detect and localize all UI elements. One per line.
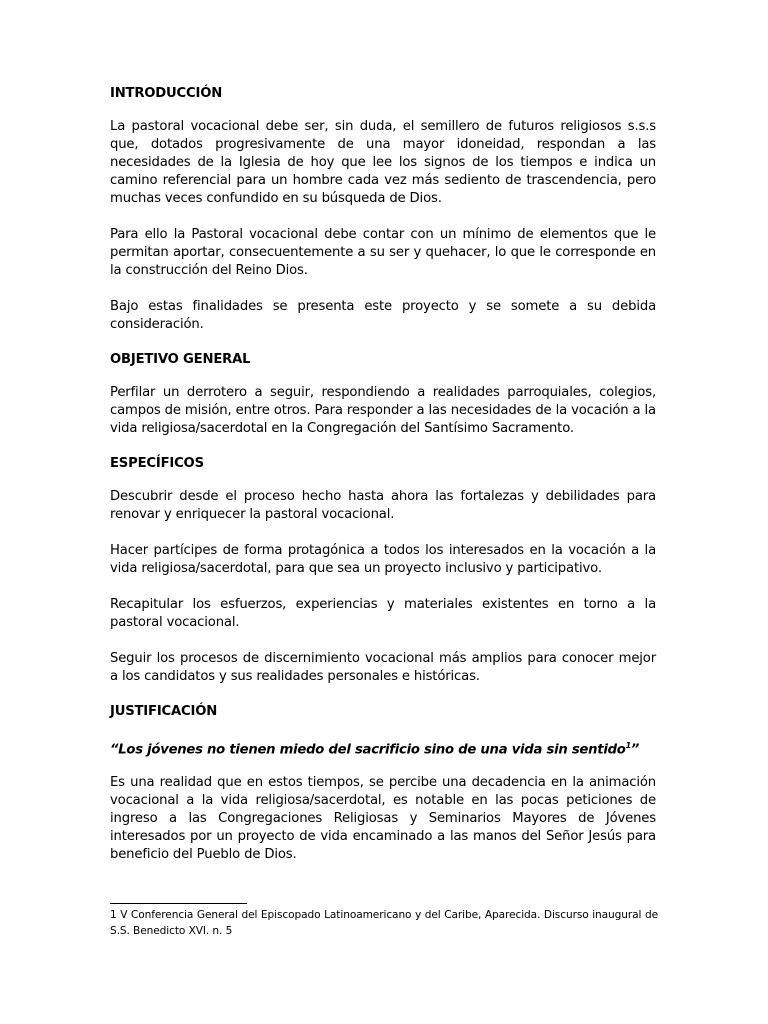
heading-especificos: ESPECÍFICOS — [110, 456, 204, 471]
especifico-item: Seguir los procesos de discernimiento vocacional más amplios para conocer mejor a los candidatos y sus realidades personales e históricas. — [110, 651, 656, 684]
especifico-item: Hacer partícipes de forma protagónica a todos los interesados en la vocación a la vida religiosa/sacerdotal, para que sea un proyecto inclusivo y participativo. — [110, 543, 656, 576]
especifico-item: Recapitular los esfuerzos, experiencias y materiales existentes en torno a la pastoral vocacional. — [110, 597, 656, 630]
intro-paragraph-3: Bajo estas finalidades se presenta este proyecto y se somete a su debida consideración. — [110, 299, 656, 332]
objetivo-paragraph: Perfilar un derrotero a seguir, respondiendo a realidades parroquiales, colegios, campos de misión, entre otros. Para responder a las necesidades de la vocación a la vida religiosa/sacerdotal en la Congregación del Santísimo Sacramento. — [110, 385, 656, 436]
heading-objetivo-general: OBJETIVO GENERAL — [110, 352, 251, 367]
quote-close: ” — [630, 742, 640, 758]
heading-justificacion: JUSTIFICACIÓN — [110, 704, 218, 719]
justificacion-quote — [110, 736, 656, 760]
intro-paragraph-1: La pastoral vocacional debe ser, sin duda, el semillero de futuros religiosos s.s.s que, dotados progresivamente de una mayor idoneidad, respondan a las necesidades de la Iglesia de hoy que lee los signos de los tiempos e indica un camino referencial para un hombre cada vez más sediento de trascendencia, pero muchas veces confundido en su búsqueda de Dios. — [110, 119, 656, 206]
document-body — [110, 84, 656, 864]
quote-text: “Los jóvenes no tienen miedo del sacrificio sino de una vida sin sentido — [110, 742, 626, 758]
justificacion-paragraph: Es una realidad que en estos tiempos, se percibe una decadencia en la animación vocacional a la vida religiosa/sacerdotal, es notable en las pocas peticiones de ingreso a las Congregaciones Religiosas y Seminarios Mayores de Jóvenes interesados por un proyecto de vida encaminado a las manos del Señor Jesús para beneficio del Pueblo de Dios. — [110, 775, 656, 863]
intro-paragraph-2: Para ello la Pastoral vocacional debe contar con un mínimo de elementos que le permitan aportar, consecuentemente a su ser y quehacer, lo que le corresponde en la construcción del Reino Dios. — [110, 227, 656, 278]
especifico-item: Descubrir desde el proceso hecho hasta ahora las fortalezas y debilidades para renovar y enriquecer la pastoral vocacional. — [110, 489, 656, 522]
footnote-reference[interactable]: 1 — [625, 741, 631, 750]
footnote: 1 V Conferencia General del Episcopado Latinoamericano y del Caribe, Aparecida. Discurso inaugural de S.S. Benedicto XVI. n. 5 — [110, 909, 658, 937]
heading-introduccion: INTRODUCCIÓN — [110, 86, 223, 101]
footnote-separator — [110, 903, 247, 904]
